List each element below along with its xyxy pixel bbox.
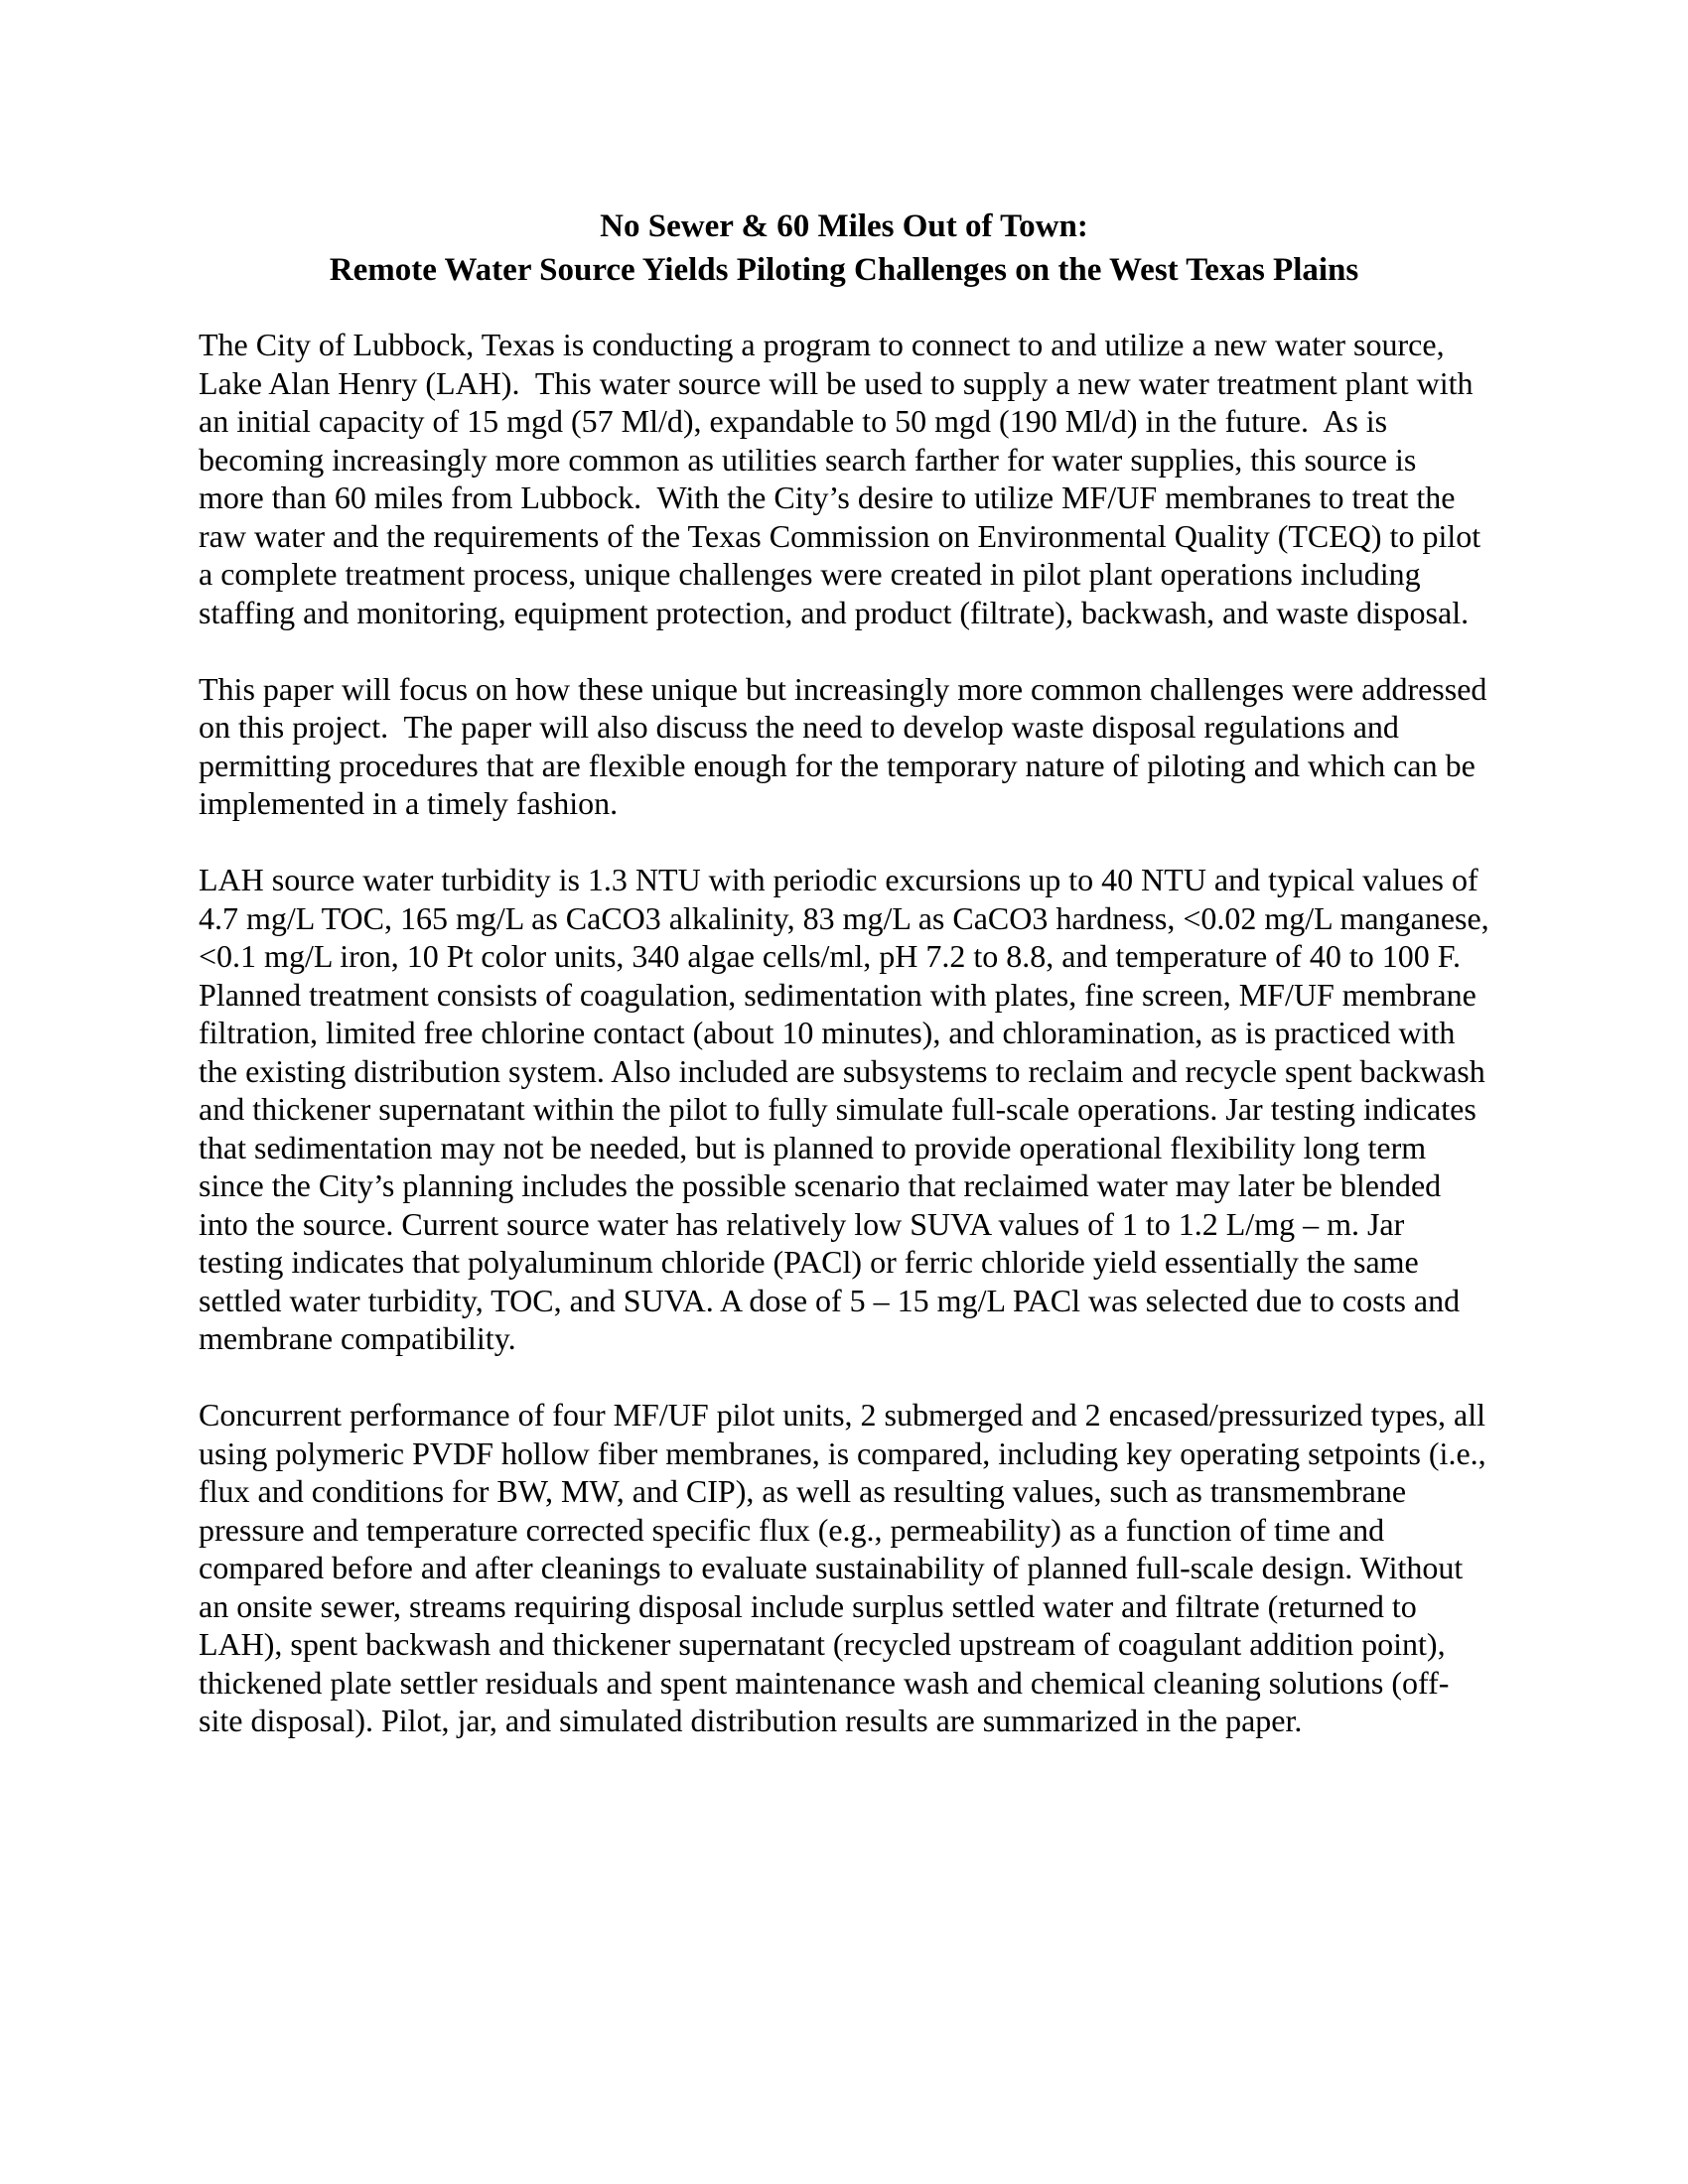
abstract-paragraph-4: Concurrent performance of four MF/UF pilot units, 2 submerged and 2 encased/pressurized types, all using polymeric PVDF hollow fiber membranes, is compared, including key operating setpoints (i.e., flux and conditions for BW, MW, and CIP), as well as resulting values, such as transmembrane pressure and temperature corrected specific flux (e.g., permeability) as a function of time and compared before and after cleanings to evaluate sustainability of planned full-scale design. Without an onsite sewer, streams requiring disposal include surplus settled water and filtrate (returned to LAH), spent backwash and thickener supernatant (recycled upstream of coagulant addition point), thickened plate settler residuals and spent maintenance wash and chemical cleaning solutions (off-site disposal). Pilot, jar, and simulated distribution results are summarized in the paper. <box>199 1397 1494 1738</box>
document-title <box>199 205 1489 292</box>
document-page <box>199 205 1497 1778</box>
abstract-paragraph-2: This paper will focus on how these unique but increasingly more common challenges were addressed on this project. The paper will also discuss the need to develop waste disposal regulations and permitting procedures that are flexible enough for the temporary nature of piloting and which can be implemented in a timely fashion. <box>199 670 1495 821</box>
abstract-paragraph-1: The City of Lubbock, Texas is conducting a program to connect to and utilize a new water source, Lake Alan Henry (LAH). This water source will be used to supply a new water treatment plant with an initial capacity of 15 mgd (57 Ml/d), expandable to 50 mgd (190 Ml/d) in the future. As is becoming increasingly more common as utilities search farther for water supplies, this source is more than 60 miles from Lubbock. With the City’s desire to utilize MF/UF membranes to treat the raw water and the requirements of the Texas Commission on Environmental Quality (TCEQ) to pilot a complete treatment process, unique challenges were created in pilot plant operations including staffing and monitoring, equipment protection, and product (filtrate), backwash, and waste disposal. <box>199 327 1489 630</box>
abstract-paragraph-3: LAH source water turbidity is 1.3 NTU with periodic excursions up to 40 NTU and typical values of 4.7 mg/L TOC, 165 mg/L as CaCO3 alkalinity, 83 mg/L as CaCO3 hardness, <0.02 mg/L manganese, <0.1 mg/L iron, 10 Pt color units, 340 algae cells/ml, pH 7.2 to 8.8, and temperature of 40 to 100 F. Planned treatment consists of coagulation, sedimentation with plates, fine screen, MF/UF membrane filtration, limited free chlorine contact (about 10 minutes), and chloramination, as is practiced with the existing distribution system. Also included are subsystems to reclaim and recycle spent backwash and thickener supernatant within the pilot to fully simulate full-scale operations. Jar testing indicates that sedimentation may not be needed, but is planned to provide operational flexibility long term since the City’s planning includes the possible scenario that reclaimed water may later be blended into the source. Current source water has relatively low SUVA values of 1 to 1.2 L/mg – m. Jar testing indicates that polyaluminum chloride (PACl) or ferric chloride yield essentially the same settled water turbidity, TOC, and SUVA. A dose of 5 – 15 mg/L PACl was selected due to costs and membrane compatibility. <box>199 862 1497 1356</box>
title-line-1: No Sewer & 60 Miles Out of Town: <box>600 208 1088 244</box>
title-line-2: Remote Water Source Yields Piloting Challenges on the West Texas Plains <box>329 252 1359 288</box>
